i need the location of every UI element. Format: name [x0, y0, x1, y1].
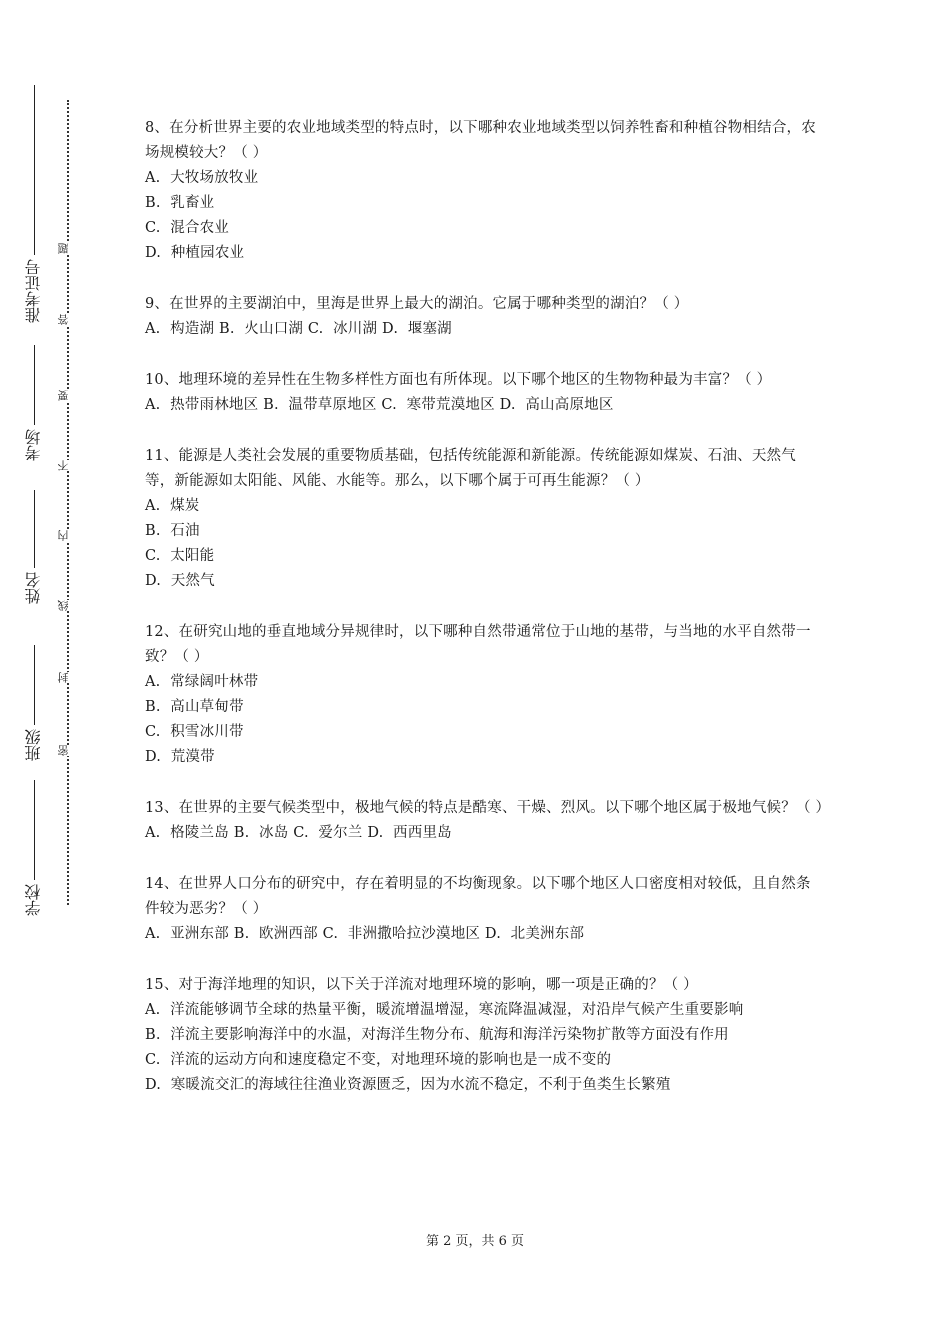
option-c: C. 混合农业: [145, 220, 230, 236]
question-stem: 15、对于海洋地理的知识，以下关于洋流对地理环境的影响，哪一项是正确的？（ ）: [145, 977, 698, 993]
option-c: C. 积雪冰川带: [145, 724, 244, 740]
option-c: C. 洋流的运动方向和速度稳定不变，对地理环境的影响也是一成不变的: [145, 1052, 612, 1068]
option-d: D. 种植园农业: [145, 245, 245, 261]
option-b: B. 石油: [145, 523, 200, 539]
option-b: B. 高山草甸带: [145, 699, 244, 715]
seal-char: 线: [57, 600, 79, 611]
question-list: [145, 116, 831, 1124]
question-stem: 13、在世界的主要气候类型中，极地气候的特点是酷寒、干燥、烈风。以下哪个地区属于极地气候？（ ）: [145, 800, 831, 816]
question-stem: 8、在分析世界主要的农业地域类型的特点时，以下哪种农业地域类型以饲养牲畜和种植谷物相结合，农场规模较大？（ ）: [145, 120, 816, 161]
exam-number-label: 准考证号: [24, 259, 43, 323]
question-10: [145, 368, 825, 418]
name-label: 姓名: [24, 572, 43, 604]
seal-char: 封: [57, 672, 79, 683]
option-b: B. 乳畜业: [145, 195, 215, 211]
school-label: 学校: [24, 884, 43, 916]
option-b: B. 洋流主要影响海洋中的水温，对海洋生物分布、航海和海洋污染物扩散等方面没有作用: [145, 1027, 729, 1043]
seal-char: 不: [57, 460, 79, 471]
option-c: C. 太阳能: [145, 548, 215, 564]
question-stem: 9、在世界的主要湖泊中，里海是世界上最大的湖泊。它属于哪种类型的湖泊？（ ）: [145, 296, 689, 312]
options-line: A. 热带雨林地区 B. 温带草原地区 C. 寒带荒漠地区 D. 高山高原地区: [145, 397, 614, 413]
question-14: [145, 872, 825, 947]
option-a: A. 常绿阔叶林带: [145, 674, 259, 690]
seal-char: 要: [57, 390, 79, 401]
question-8: [145, 116, 825, 266]
question-13: [145, 796, 831, 846]
question-stem: 11、能源是人类社会发展的重要物质基础，包括传统能源和新能源。传统能源如煤炭、石油、天然气等，新能源如太阳能、风能、水能等。那么，以下哪个属于可再生能源？（ ）: [145, 448, 796, 489]
exam-room-label: 考场: [24, 429, 43, 461]
option-d: D. 荒漠带: [145, 749, 215, 765]
question-11: [145, 444, 825, 594]
name-field: [14, 490, 54, 608]
options-line: A. 构造湖 B. 火山口湖 C. 冰川湖 D. 堰塞湖: [145, 321, 452, 337]
seal-char: 密: [57, 745, 79, 756]
exam-room-field: [14, 345, 54, 465]
seal-char: 答: [57, 314, 79, 325]
question-stem: 14、在世界人口分布的研究中，存在着明显的不均衡现象。以下哪个地区人口密度相对较低，且自然条件较为恶劣？（ ）: [145, 876, 811, 917]
options-line: A. 格陵兰岛 B. 冰岛 C. 爱尔兰 D. 西西里岛: [145, 825, 452, 841]
option-d: D. 寒暖流交汇的海域往往渔业资源匮乏，因为水流不稳定，不利于鱼类生长繁殖: [145, 1077, 671, 1093]
option-d: D. 天然气: [145, 573, 215, 589]
question-stem: 10、地理环境的差异性在生物多样性方面也有所体现。以下哪个地区的生物物种最为丰富？（ ）: [145, 372, 772, 388]
exam-number-field: [14, 85, 54, 327]
question-9: [145, 292, 825, 342]
class-label: 班级: [24, 729, 43, 761]
question-stem: 12、在研究山地的垂直地域分异规律时，以下哪种自然带通常位于山地的基带，与当地的水平自然带一致？（ ）: [145, 624, 811, 665]
seal-char: 内: [57, 530, 79, 541]
seal-char: 题: [57, 243, 79, 254]
page-number: 第 2 页，共 6 页: [425, 1234, 525, 1249]
school-field: [14, 780, 54, 920]
question-15: [145, 973, 825, 1098]
seal-line: [67, 100, 69, 905]
question-12: [145, 620, 825, 770]
binding-margin: [0, 0, 110, 1344]
option-a: A. 大牧场放牧业: [145, 170, 259, 186]
option-a: A. 洋流能够调节全球的热量平衡，暖流增温增湿，寒流降温减湿，对沿岸气候产生重要影响: [145, 1002, 744, 1018]
options-line: A. 亚洲东部 B. 欧洲西部 C. 非洲撒哈拉沙漠地区 D. 北美洲东部: [145, 926, 585, 942]
class-field: [14, 645, 54, 765]
option-a: A. 煤炭: [145, 498, 200, 514]
